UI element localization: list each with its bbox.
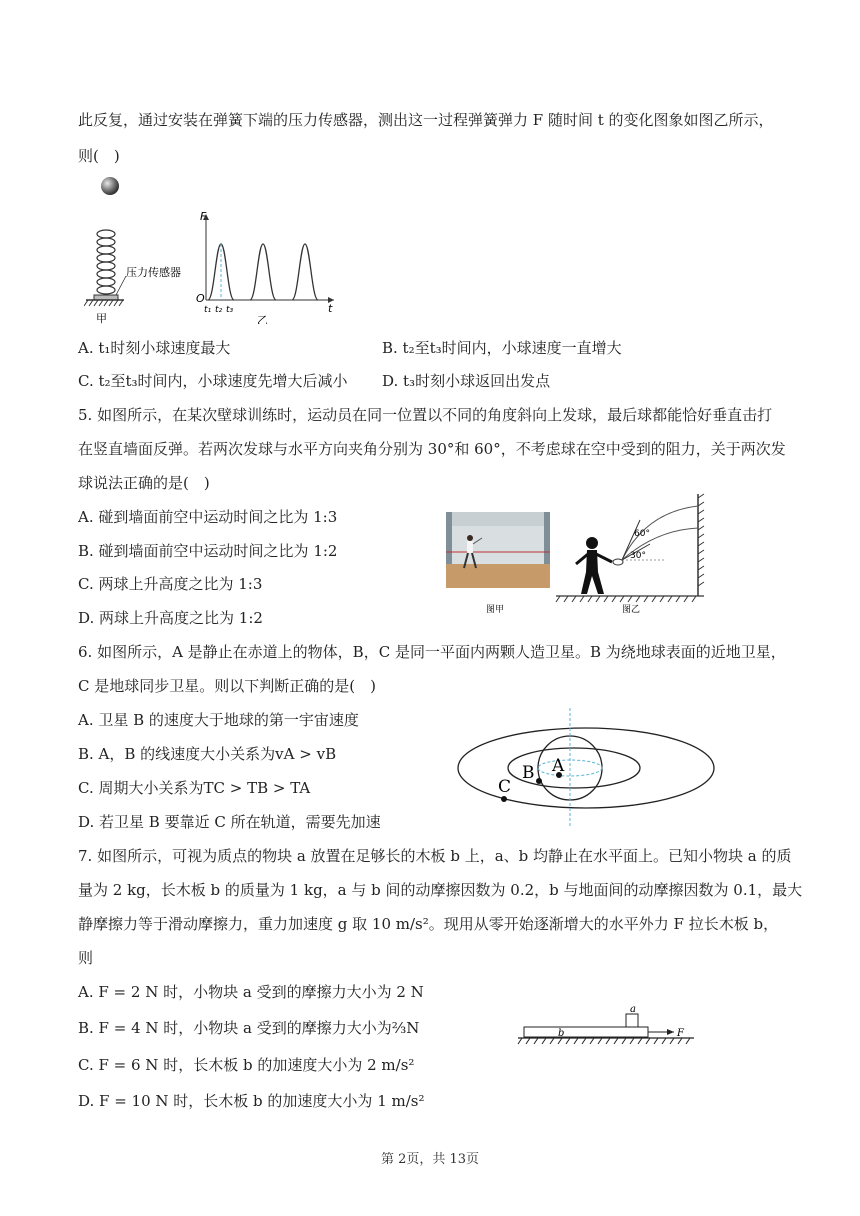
label-b: b: [558, 1028, 565, 1039]
q4-option-d: D. t₃时刻小球返回出发点: [382, 372, 551, 390]
t2-label: t₂: [215, 305, 223, 315]
block-a: [626, 1014, 638, 1027]
angle-60-label: 60°: [634, 529, 650, 539]
force-pulse-3: [292, 244, 318, 300]
label-a: A: [552, 756, 565, 776]
q4-option-b: B. t₂至t₃时间内，小球速度一直增大: [382, 339, 622, 357]
q7-option-b: B. F = 4 N 时，小物块 a 受到的摩擦力大小为⅔N: [78, 1019, 420, 1037]
sensor-label: 压力传感器: [126, 266, 181, 279]
q4-stem-line2: 则( ): [78, 147, 120, 165]
q7-stem-line1: 7. 如图所示，可视为质点的物块 a 放置在足够长的木板 b 上，a、b 均静止在水平面上。已知小物块 a 的质: [78, 847, 792, 865]
q6-option-a: A. 卫星 B 的速度大于地球的第一宇宙速度: [78, 711, 359, 729]
caption-yi: 图乙: [622, 605, 641, 615]
q6-option-c: C. 周期大小关系为TC > TB > TA: [78, 779, 311, 797]
t1-label: t₁: [204, 305, 212, 315]
point-b: [536, 778, 542, 784]
q7-option-a: A. F = 2 N 时，小物块 a 受到的摩擦力大小为 2 N: [78, 983, 424, 1001]
t3-label: t₃: [226, 305, 234, 315]
ball-icon: [101, 177, 119, 195]
q5-figure: [446, 492, 716, 616]
q7-figure: [514, 1002, 698, 1052]
q4-stem-line1: 此反复，通过安装在弹簧下端的压力传感器，测出这一过程弹簧弹力 F 随时间 t 的变化图象如图乙所示，: [78, 111, 774, 129]
board-b: [524, 1027, 648, 1037]
q6-figure: [454, 706, 718, 830]
force-arrow-icon: [667, 1029, 674, 1035]
q6-stem-line1: 6. 如图所示，A 是静止在赤道上的物体，B，C 是同一平面内两颗人造卫星。B 为绕地球表面的近地卫星，: [78, 643, 786, 661]
origin-label: O: [196, 292, 205, 305]
q5-stem-line1: 5. 如图所示，在某次壁球训练时，运动员在同一位置以不同的角度斜向上发球，最后球都能恰好垂直击打: [78, 406, 773, 424]
caption-jia: 图甲: [486, 605, 505, 615]
q5-option-b: B. 碰到墙面前空中运动时间之比为 1:2: [78, 542, 338, 560]
q7-stem-line4: 则: [78, 949, 94, 967]
q7-stem-line3: 静摩擦力等于滑动摩擦力，重力加速度 g 取 10 m/s²。现用从零开始逐渐增大的水平外力 F 拉长木板 b，: [78, 915, 779, 933]
force-pulse-2: [250, 244, 276, 300]
q5-option-d: D. 两球上升高度之比为 1:2: [78, 609, 263, 627]
axis-t: t: [328, 302, 333, 315]
label-a: a: [630, 1004, 636, 1015]
label-jia: 甲: [96, 312, 107, 324]
axis-F: F: [200, 210, 207, 223]
q5-stem-line3: 球说法正确的是( ): [78, 474, 210, 492]
label-c: C: [498, 777, 512, 797]
q4-figure: [84, 172, 354, 324]
label-yi: 乙: [257, 314, 268, 324]
squash-photo: [446, 512, 550, 588]
q5-option-a: A. 碰到墙面前空中运动时间之比为 1:3: [78, 508, 338, 526]
player-icon: [576, 537, 612, 594]
q6-stem-line2: C 是地球同步卫星。则以下判断正确的是( ): [78, 677, 376, 695]
label-b: B: [522, 763, 535, 783]
q5-stem-line2: 在竖直墙面反弹。若两次发球与水平方向夹角分别为 30°和 60°，不考虑球在空中受到的阻力，关于两次发: [78, 440, 786, 458]
q7-stem-line2: 量为 2 kg，长木板 b 的质量为 1 kg，a 与 b 间的动摩擦因数为 0.2，b 与地面间的动摩擦因数为 0.1，最大: [78, 881, 803, 899]
page-footer: 第 2页，共 13页: [380, 1152, 480, 1167]
q4-option-a: A. t₁时刻小球速度最大: [78, 339, 231, 357]
q7-option-d: D. F = 10 N 时，长木板 b 的加速度大小为 1 m/s²: [78, 1092, 425, 1110]
angle-30-label: 30°: [630, 551, 646, 561]
q4-option-c: C. t₂至t₃时间内，小球速度先增大后减小: [78, 372, 348, 390]
q6-option-d: D. 若卫星 B 要靠近 C 所在轨道，需要先加速: [78, 813, 381, 831]
q5-option-c: C. 两球上升高度之比为 1:3: [78, 575, 263, 593]
q6-option-b: B. A，B 的线速度大小关系为vA > vB: [78, 745, 337, 763]
label-f: F: [677, 1028, 684, 1039]
q7-option-c: C. F = 6 N 时，长木板 b 的加速度大小为 2 m/s²: [78, 1056, 415, 1074]
spring-icon: [97, 230, 115, 294]
